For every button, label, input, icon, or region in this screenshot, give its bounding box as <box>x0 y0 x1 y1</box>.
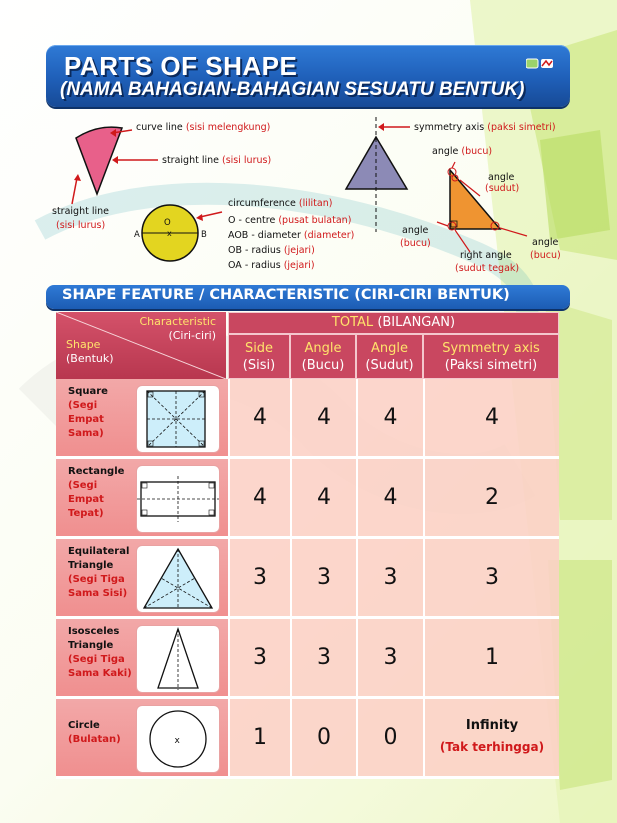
circle-image <box>136 705 220 773</box>
angle-left-label-ms: (bucu) <box>400 238 431 249</box>
rectangle-angle-sudut: 4 <box>356 459 423 539</box>
circle-side: 1 <box>228 699 290 779</box>
isosceles-angle-bucu: 3 <box>290 619 356 699</box>
section-title: SHAPE FEATURE / CHARACTERISTIC (CIRI-CIRI BENTUK) <box>62 287 510 303</box>
corner-header <box>56 312 226 379</box>
equilateral-triangle-image <box>136 545 220 613</box>
equilateral-side: 3 <box>228 539 290 619</box>
row-label-circle <box>56 699 228 779</box>
circle-shape <box>142 205 222 261</box>
rectangle-angle-bucu: 4 <box>290 459 356 539</box>
rectangle-symmetry: 2 <box>423 459 559 539</box>
row-label-rectangle <box>56 459 228 539</box>
isosceles-side: 3 <box>228 619 290 699</box>
angle-right-top-label: angle <box>488 172 515 183</box>
row-label-square <box>56 379 228 459</box>
row-name-square: Square (Segi Empat Sama) <box>68 386 108 439</box>
svg-text:x: x <box>167 229 172 238</box>
equilateral-angle-sudut: 3 <box>356 539 423 619</box>
sector-shape <box>72 127 158 204</box>
straight-line-label-2: straight line <box>52 206 109 217</box>
centre-label: O - centre (pusat bulatan) <box>228 215 352 226</box>
straight-line-label: straight line (sisi lurus) <box>162 155 272 166</box>
circle-symmetry <box>423 699 559 779</box>
circle-angle-sudut: 0 <box>356 699 423 779</box>
col-header-side: Side (Sisi) <box>228 334 290 379</box>
circumference-label: circumference (lilitan) <box>228 198 333 209</box>
corner-characteristic: Characteristic (Ciri-ciri) <box>139 315 216 342</box>
col-header-angle-bucu: Angle (Bucu) <box>290 334 356 379</box>
col-header-angle-sudut: Angle (Sudut) <box>356 334 423 379</box>
right-angle-label: right angle <box>460 250 512 261</box>
angle-bottom-right-label: angle <box>532 237 559 248</box>
right-angle-label-ms: (sudut tegak) <box>455 263 520 274</box>
radius-oa-label: OA - radius (jejari) <box>228 260 315 271</box>
page-subtitle: (NAMA BAHAGIAN-BAHAGIAN SESUATU BENTUK) <box>60 79 525 100</box>
corner-shape: Shape (Bentuk) <box>66 338 114 365</box>
rectangle-image <box>136 465 220 533</box>
symmetry-axis-label: symmetry axis (paksi simetri) <box>414 122 556 133</box>
straight-line-label-2-ms: (sisi lurus) <box>56 220 106 231</box>
diameter-label: AOB - diameter (diameter) <box>228 230 355 241</box>
rectangle-side: 4 <box>228 459 290 539</box>
angle-bottom-right-label-ms: (bucu) <box>530 250 561 261</box>
row-label-equilateral-triangle <box>56 539 228 619</box>
radius-ob-label: OB - radius (jejari) <box>228 245 315 256</box>
svg-text:x: x <box>174 736 180 746</box>
section-title-bar <box>46 285 570 309</box>
page-title: PARTS OF SHAPE <box>64 51 298 81</box>
equilateral-angle-bucu: 3 <box>290 539 356 619</box>
square-angle-sudut: 4 <box>356 379 423 459</box>
isosceles-triangle-image <box>136 625 220 693</box>
equilateral-symmetry: 3 <box>423 539 559 619</box>
angle-right-top-label-ms: (sudut) <box>485 183 520 194</box>
square-image <box>136 385 220 453</box>
isosceles-angle-sudut: 3 <box>356 619 423 699</box>
square-symmetry: 4 <box>423 379 559 459</box>
angle-left-label: angle <box>402 225 429 236</box>
isosceles-symmetry: 1 <box>423 619 559 699</box>
symmetric-triangle-shape <box>346 117 410 232</box>
circle-label-o: O <box>164 218 171 228</box>
angle-top-label: angle (bucu) <box>432 146 493 157</box>
circle-symmetry-value: Infinity <box>465 718 519 733</box>
circle-symmetry-value-ms: (Tak terhingga) <box>439 740 545 754</box>
circle-label-a: A <box>134 230 140 240</box>
total-header: TOTAL (BILANGAN) <box>228 312 559 334</box>
row-name-equilateral-triangle: Equilateral Triangle (Segi Tiga Sama Sisi) <box>68 546 130 599</box>
circle-label-b: B <box>201 230 207 240</box>
square-angle-bucu: 4 <box>290 379 356 459</box>
square-side: 4 <box>228 379 290 459</box>
curve-line-label: curve line (sisi melengkung) <box>136 122 271 133</box>
row-name-isosceles-triangle: Isosceles Triangle (Segi Tiga Sama Kaki) <box>68 626 132 679</box>
row-name-circle: Circle (Bulatan) <box>68 720 121 745</box>
circle-angle-bucu: 0 <box>290 699 356 779</box>
col-header-symmetry: Symmetry axis (Paksi simetri) <box>423 334 559 379</box>
row-name-rectangle: Rectangle (Segi Empat Tepat) <box>68 466 125 519</box>
row-label-isosceles-triangle <box>56 619 228 699</box>
